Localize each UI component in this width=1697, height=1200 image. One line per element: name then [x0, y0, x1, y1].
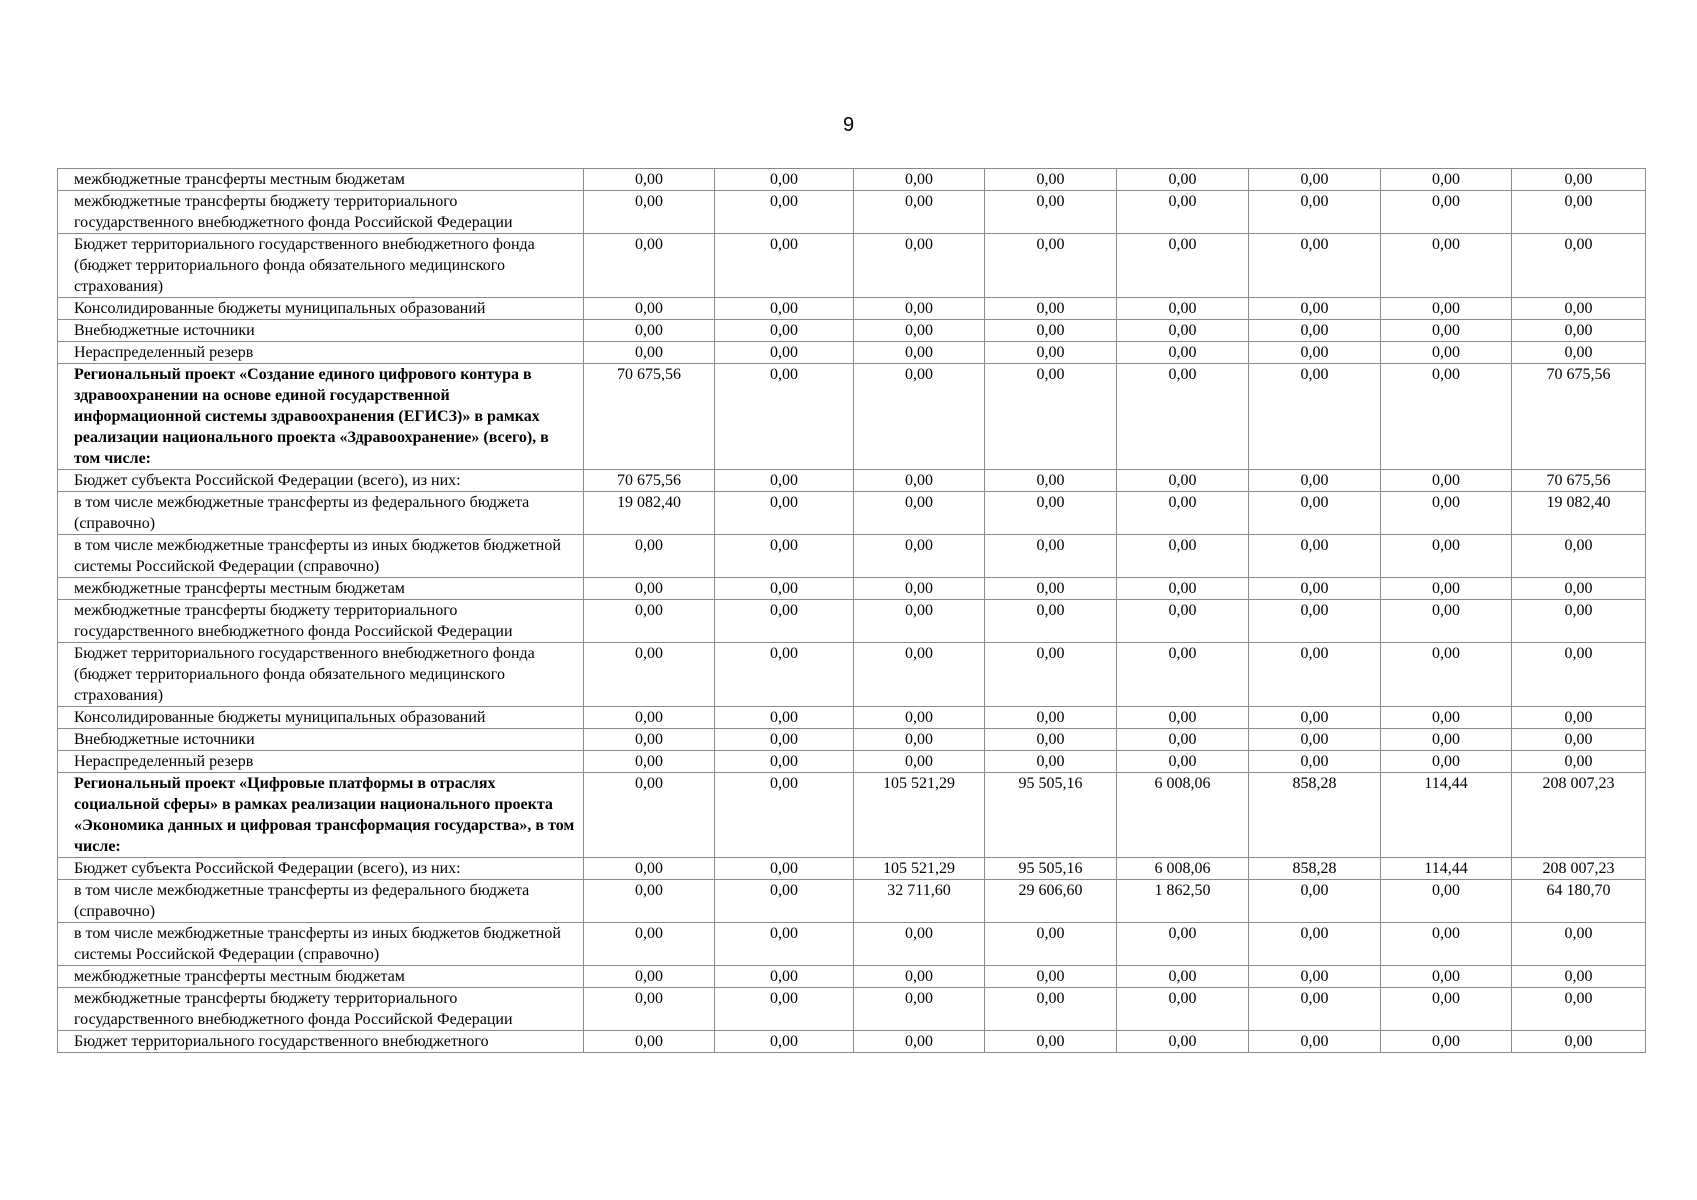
value-cell: 0,00 [854, 923, 985, 966]
value-cell: 0,00 [1381, 320, 1512, 342]
value-cell: 0,00 [1249, 643, 1381, 707]
value-cell: 114,44 [1381, 773, 1512, 858]
value-cell: 0,00 [985, 923, 1117, 966]
value-cell: 0,00 [1117, 535, 1249, 578]
table-row [58, 492, 1646, 535]
value-cell: 0,00 [715, 600, 854, 643]
row-label: в том числе межбюджетные трансферты из иных бюджетов бюджетной системы Российской Федерации (справочно) [58, 535, 584, 578]
value-cell: 0,00 [1381, 600, 1512, 643]
value-cell: 0,00 [1249, 923, 1381, 966]
table-row [58, 298, 1646, 320]
value-cell: 0,00 [985, 966, 1117, 988]
value-cell: 0,00 [584, 535, 715, 578]
value-cell: 0,00 [1381, 169, 1512, 191]
value-cell: 0,00 [1117, 342, 1249, 364]
row-label: Бюджет территориального государственного внебюджетного фонда (бюджет территориального фонда обязательного медицинского страхования) [58, 643, 584, 707]
value-cell: 0,00 [1249, 988, 1381, 1031]
row-label: Бюджет территориального государственного внебюджетного [58, 1031, 584, 1053]
table-row [58, 729, 1646, 751]
value-cell: 95 505,16 [985, 858, 1117, 880]
value-cell: 0,00 [854, 364, 985, 470]
row-label: в том числе межбюджетные трансферты из федерального бюджета (справочно) [58, 492, 584, 535]
row-label: Внебюджетные источники [58, 320, 584, 342]
value-cell: 0,00 [1117, 923, 1249, 966]
value-cell: 0,00 [1381, 298, 1512, 320]
value-cell: 0,00 [584, 234, 715, 298]
value-cell: 0,00 [715, 535, 854, 578]
value-cell: 0,00 [1381, 364, 1512, 470]
value-cell: 0,00 [1381, 923, 1512, 966]
value-cell: 0,00 [1249, 169, 1381, 191]
row-label: в том числе межбюджетные трансферты из федерального бюджета (справочно) [58, 880, 584, 923]
value-cell: 0,00 [584, 191, 715, 234]
table-row [58, 966, 1646, 988]
page-number: 9 [842, 114, 855, 136]
value-cell: 0,00 [1381, 751, 1512, 773]
value-cell: 0,00 [715, 342, 854, 364]
row-label: Региональный проект «Создание единого цифрового контура в здравоохранении на основе единой государственной информационной системы здравоохранения (ЕГИСЗ)» в рамках реализации национального проекта «Здравоохранение» (всего), в том числе: [58, 364, 584, 470]
row-label: Бюджет субъекта Российской Федерации (всего), из них: [58, 858, 584, 880]
value-cell: 0,00 [854, 234, 985, 298]
value-cell: 858,28 [1249, 858, 1381, 880]
value-cell: 0,00 [1249, 342, 1381, 364]
budget-table [57, 168, 1646, 1053]
value-cell: 0,00 [854, 320, 985, 342]
value-cell: 70 675,56 [1512, 364, 1646, 470]
value-cell: 64 180,70 [1512, 880, 1646, 923]
value-cell: 95 505,16 [985, 773, 1117, 858]
value-cell: 0,00 [1512, 320, 1646, 342]
table-row [58, 470, 1646, 492]
row-label: Нераспределенный резерв [58, 751, 584, 773]
value-cell: 0,00 [1117, 729, 1249, 751]
value-cell: 0,00 [1512, 966, 1646, 988]
value-cell: 0,00 [715, 298, 854, 320]
value-cell: 0,00 [854, 535, 985, 578]
value-cell: 0,00 [854, 988, 985, 1031]
value-cell: 29 606,60 [985, 880, 1117, 923]
value-cell: 0,00 [715, 988, 854, 1031]
value-cell: 0,00 [1381, 707, 1512, 729]
value-cell: 0,00 [1381, 1031, 1512, 1053]
value-cell: 0,00 [1512, 191, 1646, 234]
value-cell: 0,00 [1381, 492, 1512, 535]
table-row-project [58, 364, 1646, 470]
value-cell: 114,44 [1381, 858, 1512, 880]
value-cell: 0,00 [1512, 600, 1646, 643]
row-label: Внебюджетные источники [58, 729, 584, 751]
value-cell: 0,00 [854, 729, 985, 751]
value-cell: 0,00 [715, 364, 854, 470]
value-cell: 0,00 [1381, 880, 1512, 923]
table-row [58, 600, 1646, 643]
value-cell: 0,00 [985, 298, 1117, 320]
value-cell: 19 082,40 [1512, 492, 1646, 535]
value-cell: 0,00 [1117, 707, 1249, 729]
value-cell: 0,00 [1249, 966, 1381, 988]
table-row [58, 234, 1646, 298]
row-label: межбюджетные трансферты местным бюджетам [58, 578, 584, 600]
table-row [58, 988, 1646, 1031]
value-cell: 0,00 [584, 858, 715, 880]
row-label: в том числе межбюджетные трансферты из иных бюджетов бюджетной системы Российской Федерации (справочно) [58, 923, 584, 966]
value-cell: 0,00 [584, 773, 715, 858]
value-cell: 0,00 [1249, 751, 1381, 773]
row-label: Региональный проект «Цифровые платформы в отраслях социальной сферы» в рамках реализации национального проекта «Экономика данных и цифровая трансформация государства», в том числе: [58, 773, 584, 858]
row-label: Бюджет территориального государственного внебюджетного фонда (бюджет территориального фонда обязательного медицинского страхования) [58, 234, 584, 298]
value-cell: 0,00 [854, 1031, 985, 1053]
value-cell: 0,00 [584, 880, 715, 923]
value-cell: 0,00 [715, 470, 854, 492]
value-cell: 0,00 [715, 320, 854, 342]
value-cell: 0,00 [985, 364, 1117, 470]
value-cell: 70 675,56 [584, 470, 715, 492]
table-row [58, 191, 1646, 234]
value-cell: 0,00 [584, 578, 715, 600]
value-cell: 0,00 [1381, 191, 1512, 234]
value-cell: 0,00 [985, 342, 1117, 364]
value-cell: 0,00 [1512, 729, 1646, 751]
table-row [58, 169, 1646, 191]
value-cell: 0,00 [1512, 578, 1646, 600]
table-row [58, 578, 1646, 600]
value-cell: 0,00 [1117, 578, 1249, 600]
value-cell: 0,00 [1117, 320, 1249, 342]
value-cell: 1 862,50 [1117, 880, 1249, 923]
value-cell: 0,00 [854, 643, 985, 707]
value-cell: 0,00 [985, 751, 1117, 773]
value-cell: 0,00 [715, 923, 854, 966]
value-cell: 0,00 [584, 751, 715, 773]
value-cell: 0,00 [854, 966, 985, 988]
value-cell: 0,00 [715, 643, 854, 707]
value-cell: 0,00 [1249, 1031, 1381, 1053]
value-cell: 0,00 [854, 578, 985, 600]
value-cell: 0,00 [584, 320, 715, 342]
value-cell: 0,00 [1117, 492, 1249, 535]
value-cell: 0,00 [985, 707, 1117, 729]
value-cell: 0,00 [1381, 988, 1512, 1031]
value-cell: 0,00 [715, 191, 854, 234]
value-cell: 70 675,56 [584, 364, 715, 470]
value-cell: 0,00 [1117, 751, 1249, 773]
value-cell: 0,00 [985, 535, 1117, 578]
row-label: межбюджетные трансферты местным бюджетам [58, 169, 584, 191]
value-cell: 0,00 [1117, 298, 1249, 320]
row-label: Нераспределенный резерв [58, 342, 584, 364]
table-row [58, 320, 1646, 342]
value-cell: 0,00 [715, 751, 854, 773]
value-cell: 105 521,29 [854, 773, 985, 858]
value-cell: 0,00 [985, 988, 1117, 1031]
value-cell: 0,00 [854, 342, 985, 364]
value-cell: 0,00 [1381, 578, 1512, 600]
value-cell: 0,00 [1381, 966, 1512, 988]
value-cell: 0,00 [1249, 234, 1381, 298]
value-cell: 0,00 [715, 858, 854, 880]
value-cell: 105 521,29 [854, 858, 985, 880]
row-label: Бюджет субъекта Российской Федерации (всего), из них: [58, 470, 584, 492]
row-label: Консолидированные бюджеты муниципальных образований [58, 298, 584, 320]
value-cell: 0,00 [1117, 169, 1249, 191]
value-cell: 0,00 [1117, 988, 1249, 1031]
value-cell: 0,00 [584, 966, 715, 988]
value-cell: 0,00 [985, 191, 1117, 234]
value-cell: 0,00 [1117, 470, 1249, 492]
value-cell: 0,00 [985, 578, 1117, 600]
value-cell: 0,00 [1512, 923, 1646, 966]
table-row [58, 880, 1646, 923]
value-cell: 0,00 [584, 707, 715, 729]
value-cell: 0,00 [715, 966, 854, 988]
table-row [58, 707, 1646, 729]
value-cell: 0,00 [1249, 364, 1381, 470]
value-cell: 0,00 [985, 600, 1117, 643]
value-cell: 0,00 [985, 729, 1117, 751]
value-cell: 208 007,23 [1512, 773, 1646, 858]
value-cell: 0,00 [985, 470, 1117, 492]
value-cell: 0,00 [1249, 191, 1381, 234]
budget-table-body [58, 169, 1646, 1053]
value-cell: 0,00 [715, 1031, 854, 1053]
value-cell: 0,00 [1512, 707, 1646, 729]
value-cell: 0,00 [854, 492, 985, 535]
value-cell: 0,00 [1512, 535, 1646, 578]
value-cell: 0,00 [1117, 600, 1249, 643]
value-cell: 0,00 [1249, 578, 1381, 600]
value-cell: 6 008,06 [1117, 773, 1249, 858]
value-cell: 0,00 [1381, 729, 1512, 751]
value-cell: 0,00 [1512, 169, 1646, 191]
value-cell: 0,00 [854, 707, 985, 729]
value-cell: 0,00 [985, 492, 1117, 535]
value-cell: 0,00 [1381, 535, 1512, 578]
value-cell: 0,00 [715, 492, 854, 535]
value-cell: 0,00 [1117, 364, 1249, 470]
value-cell: 0,00 [1249, 880, 1381, 923]
value-cell: 0,00 [1381, 643, 1512, 707]
value-cell: 19 082,40 [584, 492, 715, 535]
value-cell: 0,00 [1512, 298, 1646, 320]
value-cell: 0,00 [584, 169, 715, 191]
value-cell: 0,00 [985, 320, 1117, 342]
value-cell: 70 675,56 [1512, 470, 1646, 492]
value-cell: 0,00 [1249, 320, 1381, 342]
value-cell: 0,00 [715, 729, 854, 751]
value-cell: 0,00 [1249, 535, 1381, 578]
value-cell: 0,00 [715, 578, 854, 600]
value-cell: 0,00 [985, 234, 1117, 298]
value-cell: 0,00 [1249, 707, 1381, 729]
value-cell: 0,00 [854, 600, 985, 643]
value-cell: 0,00 [1249, 298, 1381, 320]
value-cell: 0,00 [1512, 988, 1646, 1031]
value-cell: 0,00 [1117, 234, 1249, 298]
value-cell: 0,00 [584, 298, 715, 320]
row-label: межбюджетные трансферты бюджету территориального государственного внебюджетного фонда Российской Федерации [58, 600, 584, 643]
value-cell: 0,00 [1249, 470, 1381, 492]
value-cell: 0,00 [1249, 492, 1381, 535]
value-cell: 0,00 [584, 923, 715, 966]
value-cell: 0,00 [584, 643, 715, 707]
value-cell: 0,00 [1381, 470, 1512, 492]
table-row [58, 923, 1646, 966]
row-label: межбюджетные трансферты бюджету территориального государственного внебюджетного фонда Российской Федерации [58, 191, 584, 234]
value-cell: 0,00 [1249, 600, 1381, 643]
value-cell: 0,00 [1512, 342, 1646, 364]
table-row [58, 1031, 1646, 1053]
value-cell: 208 007,23 [1512, 858, 1646, 880]
value-cell: 0,00 [715, 169, 854, 191]
value-cell: 0,00 [715, 707, 854, 729]
table-row [58, 535, 1646, 578]
table-row [58, 751, 1646, 773]
value-cell: 0,00 [715, 773, 854, 858]
row-label: Консолидированные бюджеты муниципальных образований [58, 707, 584, 729]
value-cell: 0,00 [584, 600, 715, 643]
value-cell: 858,28 [1249, 773, 1381, 858]
table-row [58, 342, 1646, 364]
row-label: межбюджетные трансферты местным бюджетам [58, 966, 584, 988]
value-cell: 0,00 [854, 751, 985, 773]
value-cell: 0,00 [854, 470, 985, 492]
value-cell: 0,00 [985, 169, 1117, 191]
value-cell: 6 008,06 [1117, 858, 1249, 880]
value-cell: 0,00 [1381, 234, 1512, 298]
value-cell: 0,00 [584, 1031, 715, 1053]
table-row [58, 858, 1646, 880]
value-cell: 0,00 [1117, 643, 1249, 707]
value-cell: 0,00 [854, 298, 985, 320]
value-cell: 0,00 [1117, 191, 1249, 234]
value-cell: 0,00 [985, 643, 1117, 707]
value-cell: 0,00 [584, 342, 715, 364]
value-cell: 0,00 [854, 169, 985, 191]
value-cell: 0,00 [985, 1031, 1117, 1053]
value-cell: 0,00 [854, 191, 985, 234]
table-row-project [58, 773, 1646, 858]
value-cell: 0,00 [715, 234, 854, 298]
value-cell: 0,00 [1117, 966, 1249, 988]
value-cell: 0,00 [715, 880, 854, 923]
value-cell: 0,00 [1512, 751, 1646, 773]
value-cell: 0,00 [584, 729, 715, 751]
value-cell: 0,00 [584, 988, 715, 1031]
value-cell: 0,00 [1512, 234, 1646, 298]
value-cell: 0,00 [1117, 1031, 1249, 1053]
value-cell: 32 711,60 [854, 880, 985, 923]
value-cell: 0,00 [1381, 342, 1512, 364]
value-cell: 0,00 [1249, 729, 1381, 751]
table-row [58, 643, 1646, 707]
value-cell: 0,00 [1512, 1031, 1646, 1053]
row-label: межбюджетные трансферты бюджету территориального государственного внебюджетного фонда Российской Федерации [58, 988, 584, 1031]
value-cell: 0,00 [1512, 643, 1646, 707]
